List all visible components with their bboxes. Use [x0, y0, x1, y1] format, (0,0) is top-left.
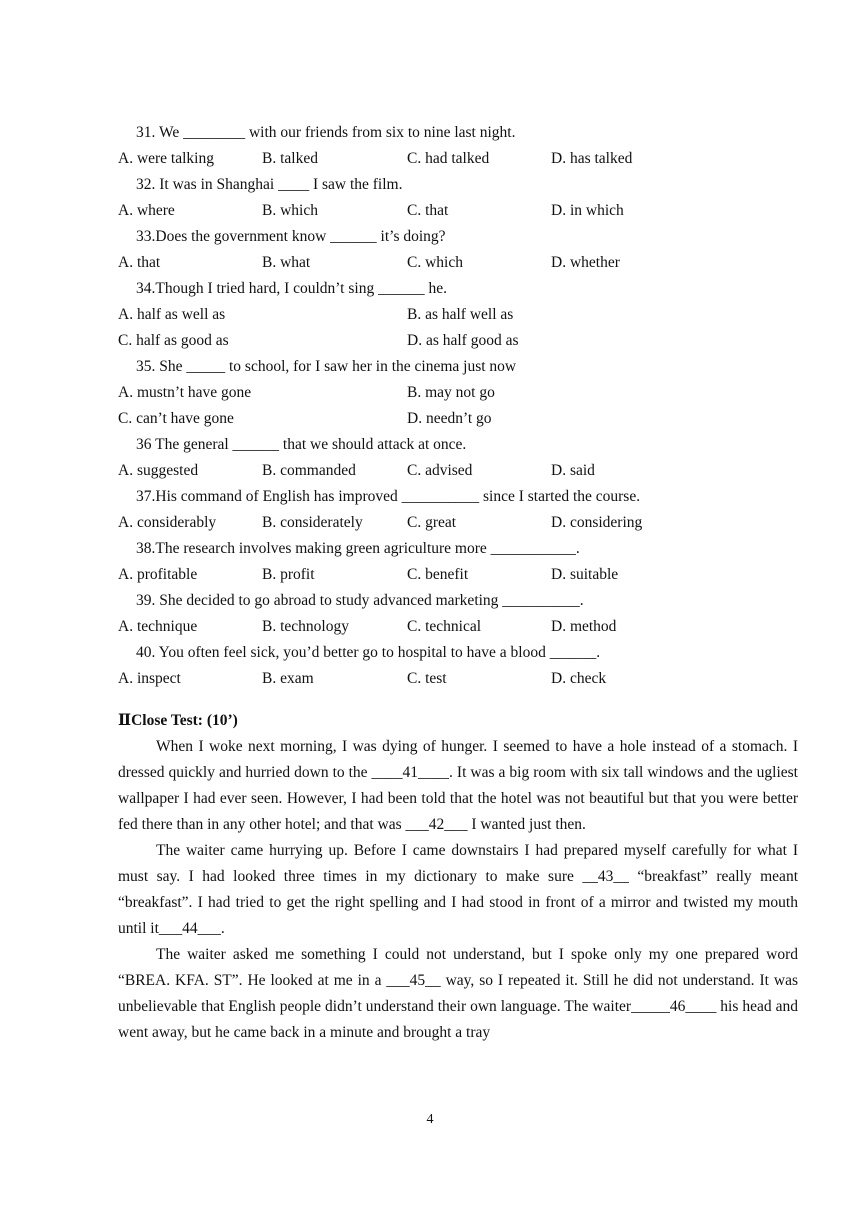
option-c: C. technical — [407, 618, 482, 635]
options-row — [118, 510, 798, 536]
cloze-section-title: ⅡClose Test: (10’) — [118, 712, 238, 729]
option-d: D. considering — [551, 514, 643, 531]
question-stem: 38.The research involves making green agriculture more ___________. — [136, 540, 580, 557]
option-b: B. technology — [262, 618, 349, 635]
options-row — [118, 562, 798, 588]
page-number: 4 — [426, 1112, 434, 1127]
option-d: D. has talked — [551, 150, 633, 167]
option-d: D. method — [551, 618, 617, 635]
option-d: D. whether — [551, 254, 620, 271]
options-row — [118, 302, 798, 328]
question-stem: 32. It was in Shanghai ____ I saw the film. — [136, 176, 403, 193]
options-row — [118, 146, 798, 172]
option-d: D. suitable — [551, 566, 619, 583]
question-stem: 35. She _____ to school, for I saw her in the cinema just now — [136, 358, 517, 375]
cloze-passage — [118, 734, 798, 1046]
option-a: A. inspect — [118, 670, 181, 687]
question-stem: 33.Does the government know ______ it’s doing? — [136, 228, 446, 245]
option-b: B. profit — [262, 566, 315, 583]
option-d: D. in which — [551, 202, 624, 219]
option-b: B. which — [262, 202, 318, 219]
question-stem: 34.Though I tried hard, I couldn’t sing ______ he. — [136, 280, 447, 297]
option-a: A. where — [118, 202, 175, 219]
option-a: A. mustn’t have gone — [118, 384, 252, 401]
options-row — [118, 380, 798, 406]
option-b: B. what — [262, 254, 311, 271]
option-b: B. exam — [262, 670, 314, 687]
option-d: D. said — [551, 462, 595, 479]
option-a: A. suggested — [118, 462, 199, 479]
question-stem: 40. You often feel sick, you’d better go to hospital to have a blood ______. — [136, 644, 601, 661]
option-d: D. as half good as — [407, 332, 519, 349]
option-d: D. check — [551, 670, 607, 687]
option-a: A. considerably — [118, 514, 217, 531]
option-a: A. that — [118, 254, 161, 271]
question-stem: 39. She decided to go abroad to study advanced marketing __________. — [136, 592, 584, 609]
cloze-paragraph: When I woke next morning, I was dying of hunger. I seemed to have a hole instead of a stomach. I dressed quickly and hurried down to the ____41____. It was a big room with six tall windows and the ugliest wallpaper I had ever seen. However, I had been told that the hotel was not beautiful but that you were better fed there than in any other hotel; and that was ___42___ I wanted just then. — [118, 738, 798, 833]
option-c: C. which — [407, 254, 463, 271]
cloze-paragraph: The waiter asked me something I could not understand, but I spoke only my one prepared word “BREA. KFA. ST”. He looked at me in a ___45__ way, so I repeated it. Still he did not understand. It was unbelievable that English people didn’t understand their own language. The waiter_____46____ his head and went away, but he came back in a minute and brought a tray — [118, 946, 798, 1041]
option-b: B. may not go — [407, 384, 495, 401]
options-row — [118, 666, 798, 692]
option-b: B. talked — [262, 150, 318, 167]
option-c: C. test — [407, 670, 447, 687]
options-row — [118, 198, 798, 224]
option-c: C. that — [407, 202, 449, 219]
option-c: C. benefit — [407, 566, 469, 583]
option-c: C. advised — [407, 462, 473, 479]
option-b: B. as half well as — [407, 306, 514, 323]
option-c: C. can’t have gone — [118, 410, 234, 427]
cloze-paragraph: The waiter came hurrying up. Before I came downstairs I had prepared myself carefully for what I must say. I had looked three times in my dictionary to make sure __43__ “breakfast” really meant “breakfast”. I had tried to get the right spelling and I had stood in front of a mirror and twisted my mouth until it___44___. — [118, 842, 798, 937]
option-a: A. were talking — [118, 150, 214, 167]
option-a: A. half as well as — [118, 306, 226, 323]
options-row — [118, 614, 798, 640]
option-c: C. had talked — [407, 150, 490, 167]
option-a: A. profitable — [118, 566, 198, 583]
options-row — [118, 458, 798, 484]
page-content — [118, 120, 798, 1046]
question-stem: 31. We ________ with our friends from six to nine last night. — [136, 124, 516, 141]
option-c: C. half as good as — [118, 332, 229, 349]
option-a: A. technique — [118, 618, 198, 635]
options-row — [118, 406, 798, 432]
multiple-choice-section — [118, 120, 798, 692]
option-d: D. needn’t go — [407, 410, 492, 427]
option-b: B. commanded — [262, 462, 356, 479]
question-stem: 37.His command of English has improved __________ since I started the course. — [136, 488, 641, 505]
options-row — [118, 328, 798, 354]
question-stem: 36 The general ______ that we should attack at once. — [136, 436, 467, 453]
option-b: B. considerately — [262, 514, 363, 531]
option-c: C. great — [407, 514, 457, 531]
options-row — [118, 250, 798, 276]
